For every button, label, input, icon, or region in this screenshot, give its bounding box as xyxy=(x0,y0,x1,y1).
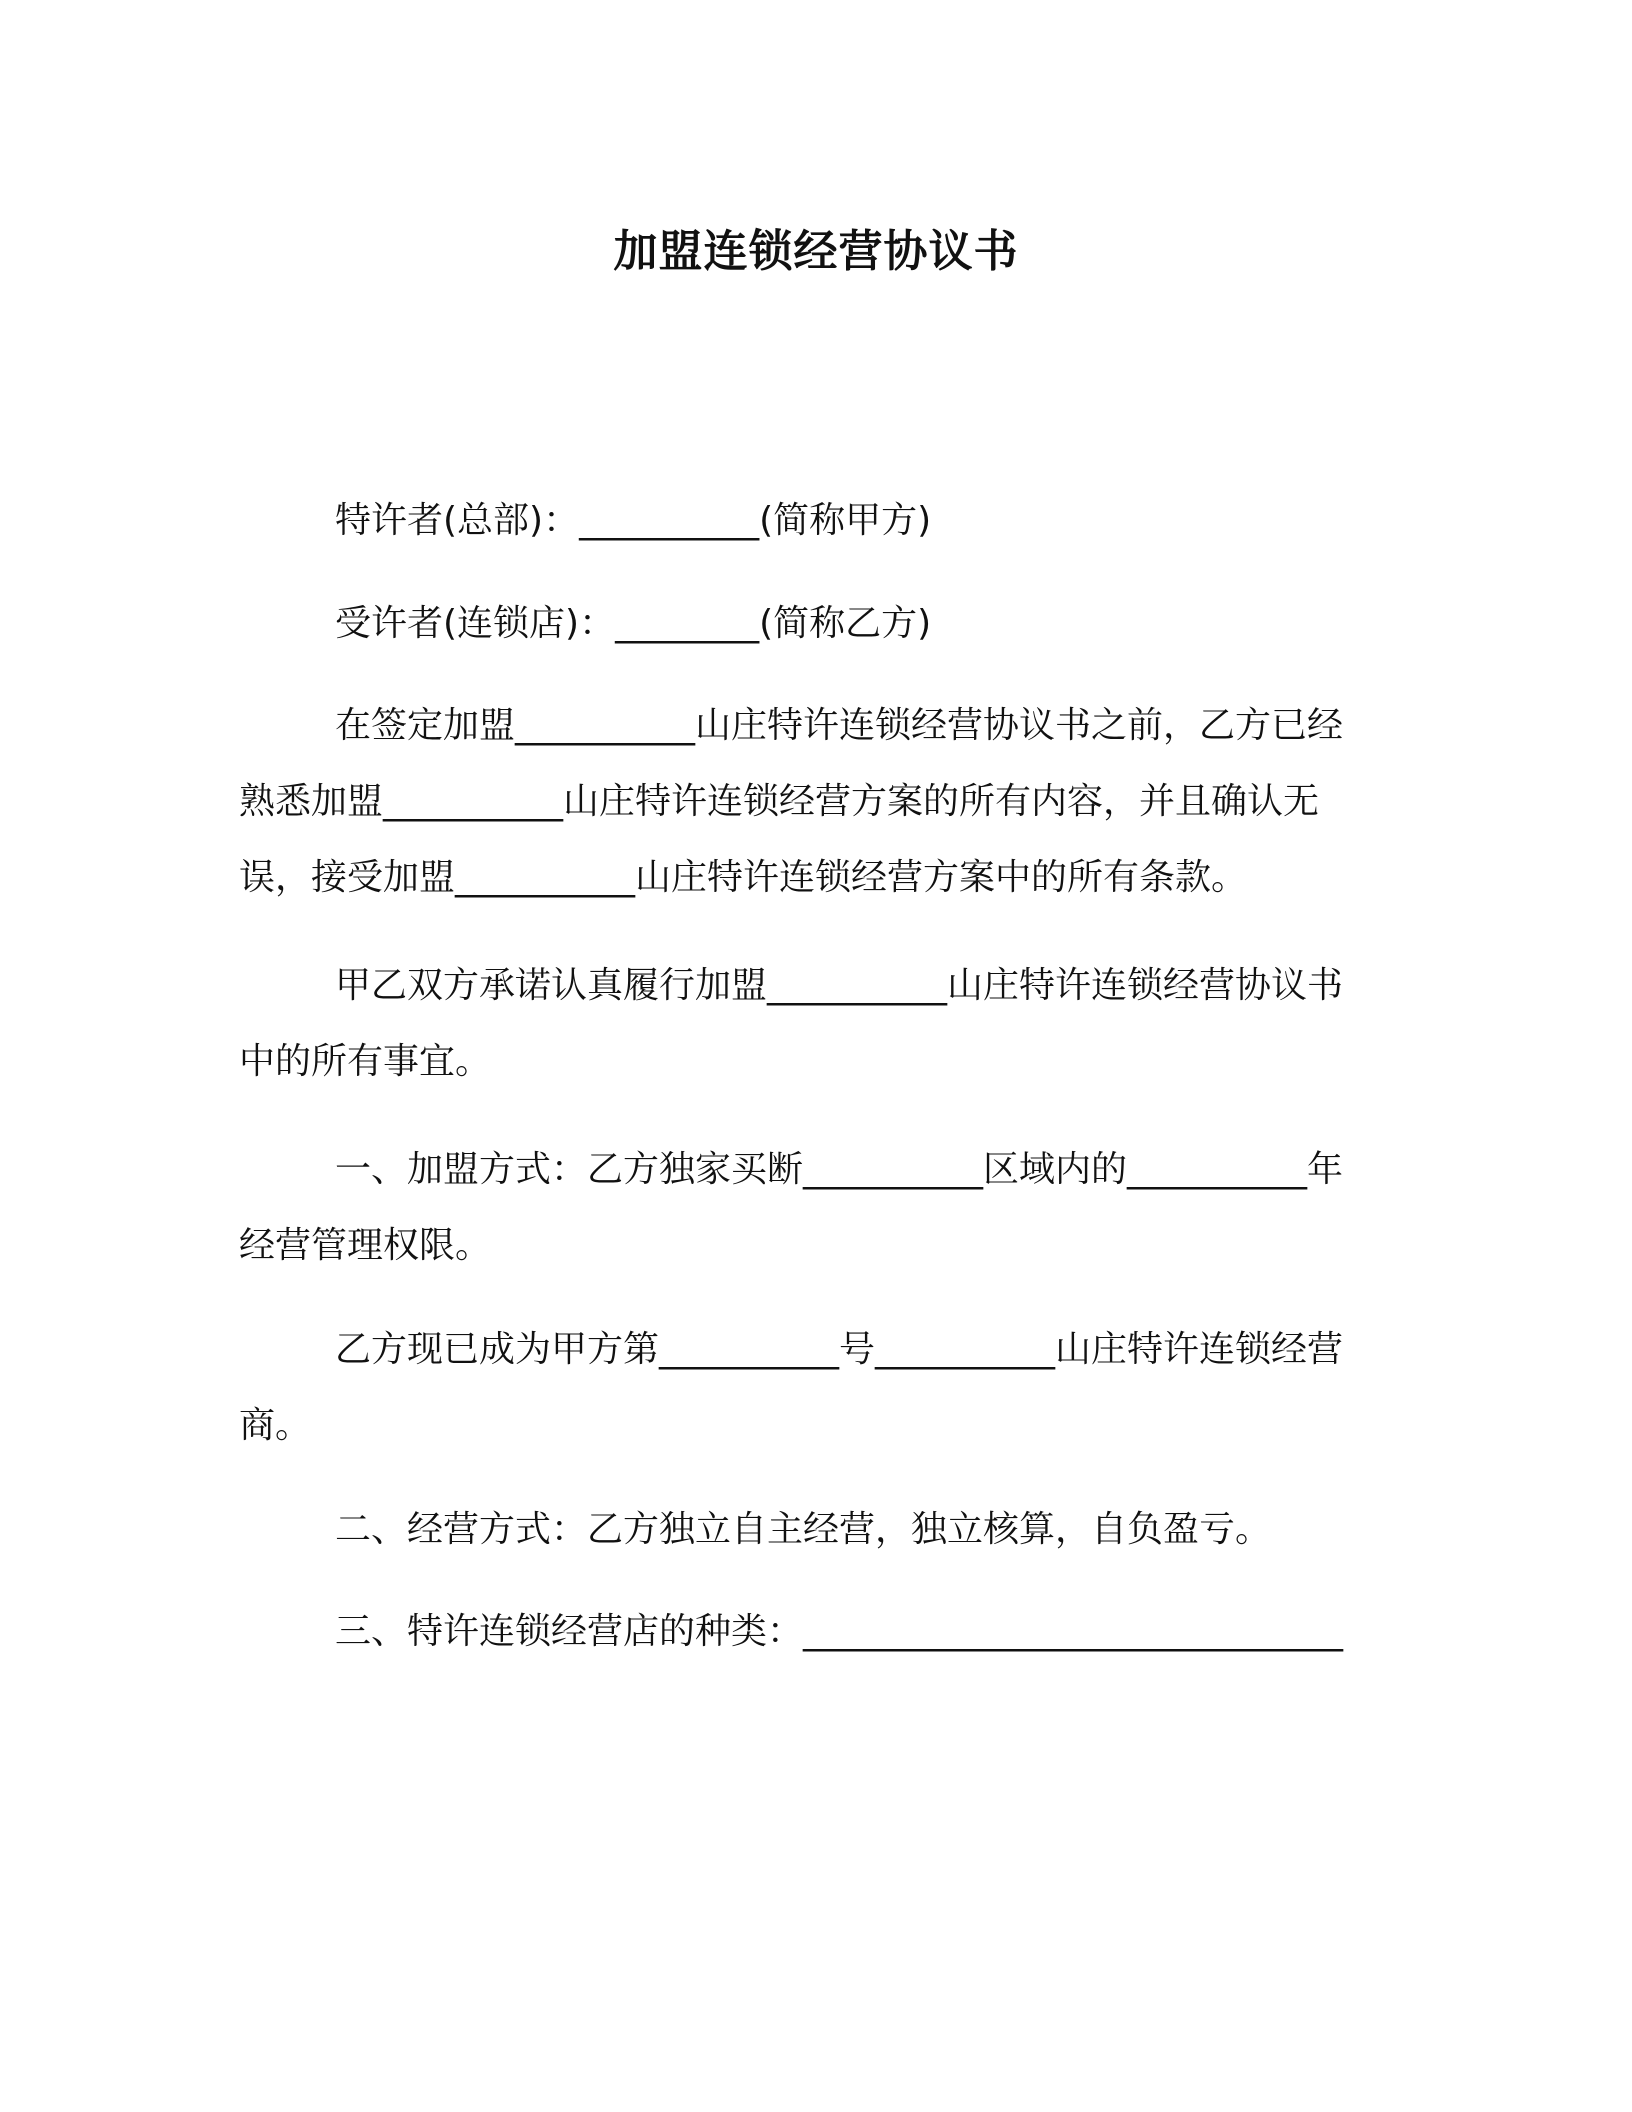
paragraph-clause-1-note: 乙方现已成为甲方第__________号__________山庄特许连锁经营商。 xyxy=(239,1329,1344,1446)
paragraph-clause-1: 一、加盟方式：乙方独家买断__________区域内的__________年经营管理权限。 xyxy=(239,1149,1344,1266)
paragraph-clause-2: 二、经营方式：乙方独立自主经营，独立核算，自负盈亏。 xyxy=(335,1509,1272,1550)
paragraph-franchisee: 受许者(连锁店)：________(简称乙方) xyxy=(335,603,932,644)
paragraph-clause-3: 三、特许连锁经营店的种类：______________________________ xyxy=(335,1611,1344,1652)
paragraph-franchisor: 特许者(总部)：__________(简称甲方) xyxy=(335,500,932,541)
paragraph-commitment: 甲乙双方承诺认真履行加盟__________山庄特许连锁经营协议书中的所有事宜。 xyxy=(239,965,1344,1082)
paragraph-preamble: 在签定加盟__________山庄特许连锁经营协议书之前，乙方已经熟悉加盟__________山庄特许连锁经营方案的所有内容，并且确认无误，接受加盟__________山庄特许连锁经营方案中的所有条款。 xyxy=(239,705,1344,898)
document-title: 加盟连锁经营协议书 xyxy=(613,226,1019,277)
